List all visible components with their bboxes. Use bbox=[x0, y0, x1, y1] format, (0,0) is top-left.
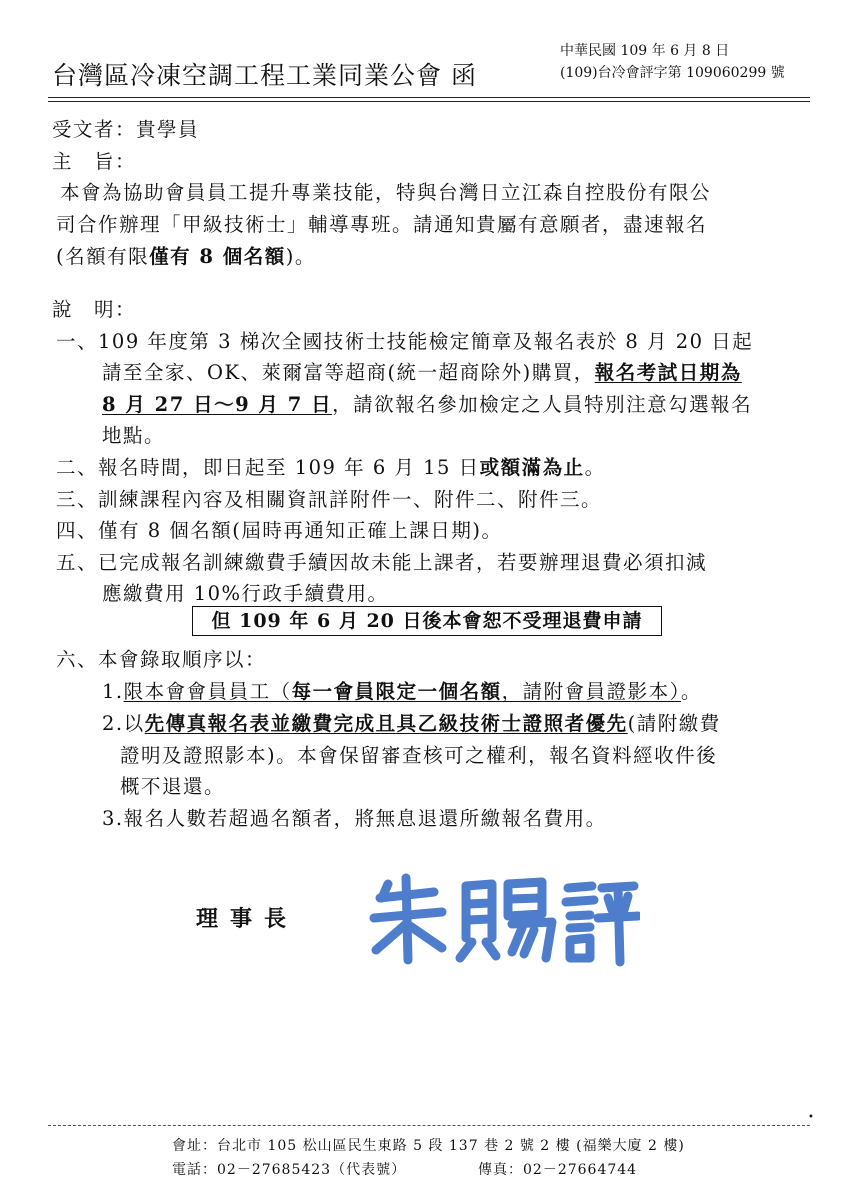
item-6-2-text: (請附繳費 bbox=[627, 712, 721, 735]
subject-line-2: 司合作辦理「甲級技術士」輔導專班。請通知貴屬有意願者，盡速報名 bbox=[56, 213, 708, 236]
item-6: 六、本會錄取順序以： bbox=[56, 648, 267, 671]
item-1-line-4: 地點。 bbox=[102, 424, 166, 447]
doc-date: 中華民國 109 年 6 月 8 日 bbox=[560, 43, 730, 59]
item-1-text: 請至全家、OK、萊爾富等超商(統一超商除外)購買， bbox=[102, 361, 595, 384]
item-6-1-end: 。 bbox=[680, 680, 702, 703]
explain-label: 說 明： bbox=[52, 298, 137, 321]
chairman-title: 理事長 bbox=[196, 906, 299, 932]
item-6-2-number: 2.以 bbox=[102, 712, 145, 735]
exam-date-emphasis: 報名考試日期為 bbox=[594, 361, 742, 384]
exam-date-range: 8 月 27 日～9 月 7 日 bbox=[102, 393, 333, 416]
item-6-1-text-cont: ，請附會員證影本） bbox=[501, 680, 681, 703]
item-1-line-1: 一、109 年度第 3 梯次全國技術士技能檢定簡章及報名表於 8 月 20 日起 bbox=[56, 330, 754, 353]
subject-line-1: 本會為協助會員員工提升專業技能，特與台灣日立江森自控股份有限公 bbox=[60, 181, 712, 204]
item-2 bbox=[56, 452, 606, 480]
one-per-member-emphasis: 每一會員限定一個名額 bbox=[291, 680, 502, 703]
footer-divider bbox=[48, 1125, 810, 1126]
footer-phone: 電話：02－27685423（代表號） bbox=[172, 1162, 407, 1178]
quota-emphasis: 僅有 8 個名額 bbox=[149, 245, 286, 268]
item-6-3: 3.報名人數若超過名額者，將無息退還所繳報名費用。 bbox=[102, 807, 607, 830]
item-4: 四、僅有 8 個名額(屆時再通知正確上課日期)。 bbox=[56, 519, 503, 542]
item-6-1-underlined bbox=[124, 680, 681, 703]
priority-emphasis: 先傳真報名表並繳費完成且具乙級技術士證照者優先 bbox=[144, 712, 628, 735]
doc-date-block bbox=[560, 40, 785, 84]
subject-text-end: )。 bbox=[285, 245, 316, 268]
item-6-1 bbox=[102, 676, 702, 704]
corner-mark: • bbox=[808, 1112, 814, 1123]
subject-label: 主 旨： bbox=[52, 150, 137, 173]
recipient: 受文者：貴學員 bbox=[52, 118, 200, 141]
item-6-1-number: 1. bbox=[102, 680, 124, 703]
refund-notice-box: 但 109 年 6 月 20 日後本會恕不受理退費申請 bbox=[192, 606, 662, 636]
footer-fax: 傳真：02－27664744 bbox=[478, 1162, 638, 1178]
item-5-line-2: 應繳費用 10%行政手續費用。 bbox=[102, 582, 389, 605]
deadline-emphasis: 或額滿為止 bbox=[479, 456, 585, 479]
item-5-line-1: 五、已完成報名訓練繳費手續因故未能上課者，若要辦理退費必須扣減 bbox=[56, 551, 708, 574]
subject-text: (名額有限 bbox=[56, 245, 150, 268]
item-1-line-3 bbox=[102, 389, 752, 417]
item-6-2-line-1 bbox=[102, 708, 721, 736]
item-2-text: 二、報名時間，即日起至 109 年 6 月 15 日 bbox=[56, 456, 480, 479]
header-divider bbox=[48, 97, 810, 102]
item-6-2-line-3: 概不退還。 bbox=[120, 775, 226, 798]
item-1-text-cont: ，請欲報名參加檢定之人員特別注意勾選報名 bbox=[332, 393, 753, 416]
subject-line-3 bbox=[56, 241, 316, 269]
item-1-line-2 bbox=[102, 357, 742, 385]
footer-address: 會址：台北市 105 松山區民生東路 5 段 137 巷 2 號 2 樓 (福樂大廈 2 樓) bbox=[172, 1138, 685, 1154]
item-3: 三、訓練課程內容及相關資訊詳附件一、附件二、附件三。 bbox=[56, 488, 603, 511]
doc-number: (109)台冷會評字第 109060299 號 bbox=[560, 65, 785, 81]
item-2-end: 。 bbox=[584, 456, 606, 479]
item-6-1-text: 限本會會員員工（ bbox=[123, 680, 292, 703]
chairman-signature-stamp bbox=[362, 868, 640, 968]
item-6-2-line-2: 證明及證照影本)。本會保留審查核可之權利，報名資料經收件後 bbox=[120, 744, 718, 767]
organization-name: 台灣區冷凍空調工程工業同業公會 函 bbox=[52, 61, 477, 90]
